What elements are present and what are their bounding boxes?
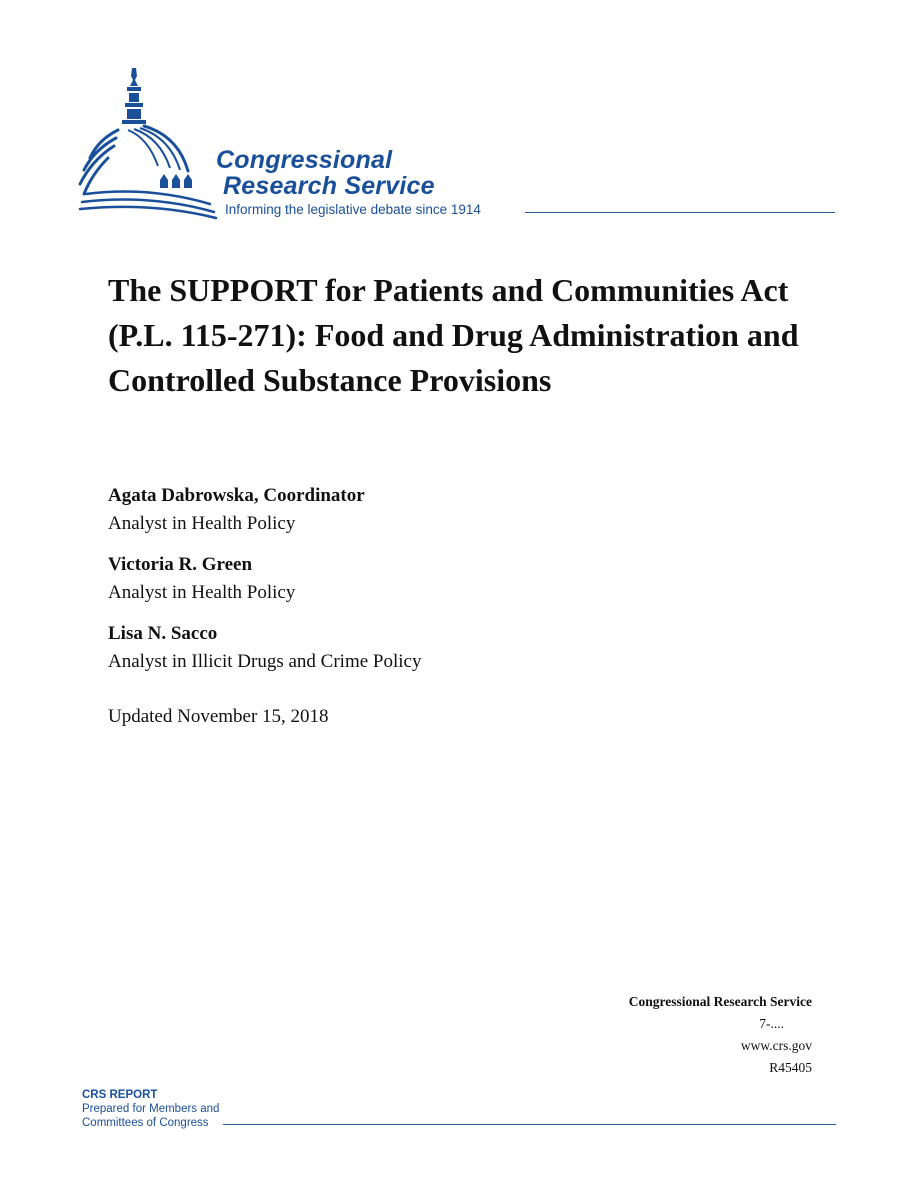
logo-name-line1: Congressional [216,146,393,174]
footer-report-number: R45405 [769,1060,812,1075]
footer-org: Congressional Research Service [628,994,812,1009]
author-role: Analyst in Health Policy [108,582,296,603]
footer-website: www.crs.gov [740,1038,812,1053]
crs-report-block [82,1088,219,1130]
crs-logo [78,66,838,226]
footer-divider [223,1124,836,1125]
author-entry [108,482,708,538]
report-title: The SUPPORT for Patients and Communities Act (P.L. 115-271): Food and Drug Administration and Controlled Substance Provisions [108,272,799,398]
capitol-dome-icon [78,66,218,221]
footer-info [629,991,812,1079]
report-line-2: Committees of Congress [82,1117,209,1129]
author-role: Analyst in Health Policy [108,513,296,534]
author-entry [108,551,708,607]
report-label: CRS REPORT [82,1089,158,1101]
logo-name-line2: Research Service [223,172,435,200]
logo-tagline: Informing the legislative debate since 1914 [225,202,481,217]
author-list [108,482,708,689]
logo-divider [525,212,835,213]
author-name: Victoria R. Green [108,554,253,575]
report-line-1: Prepared for Members and [82,1103,220,1115]
author-name: Agata Dabrowska, Coordinator [108,485,365,506]
report-date: Updated November 15, 2018 [108,706,329,727]
author-entry [108,620,708,676]
author-name: Lisa N. Sacco [108,623,218,644]
footer-order-code: 7-.... [759,1016,784,1031]
author-role: Analyst in Illicit Drugs and Crime Policy [108,651,422,672]
